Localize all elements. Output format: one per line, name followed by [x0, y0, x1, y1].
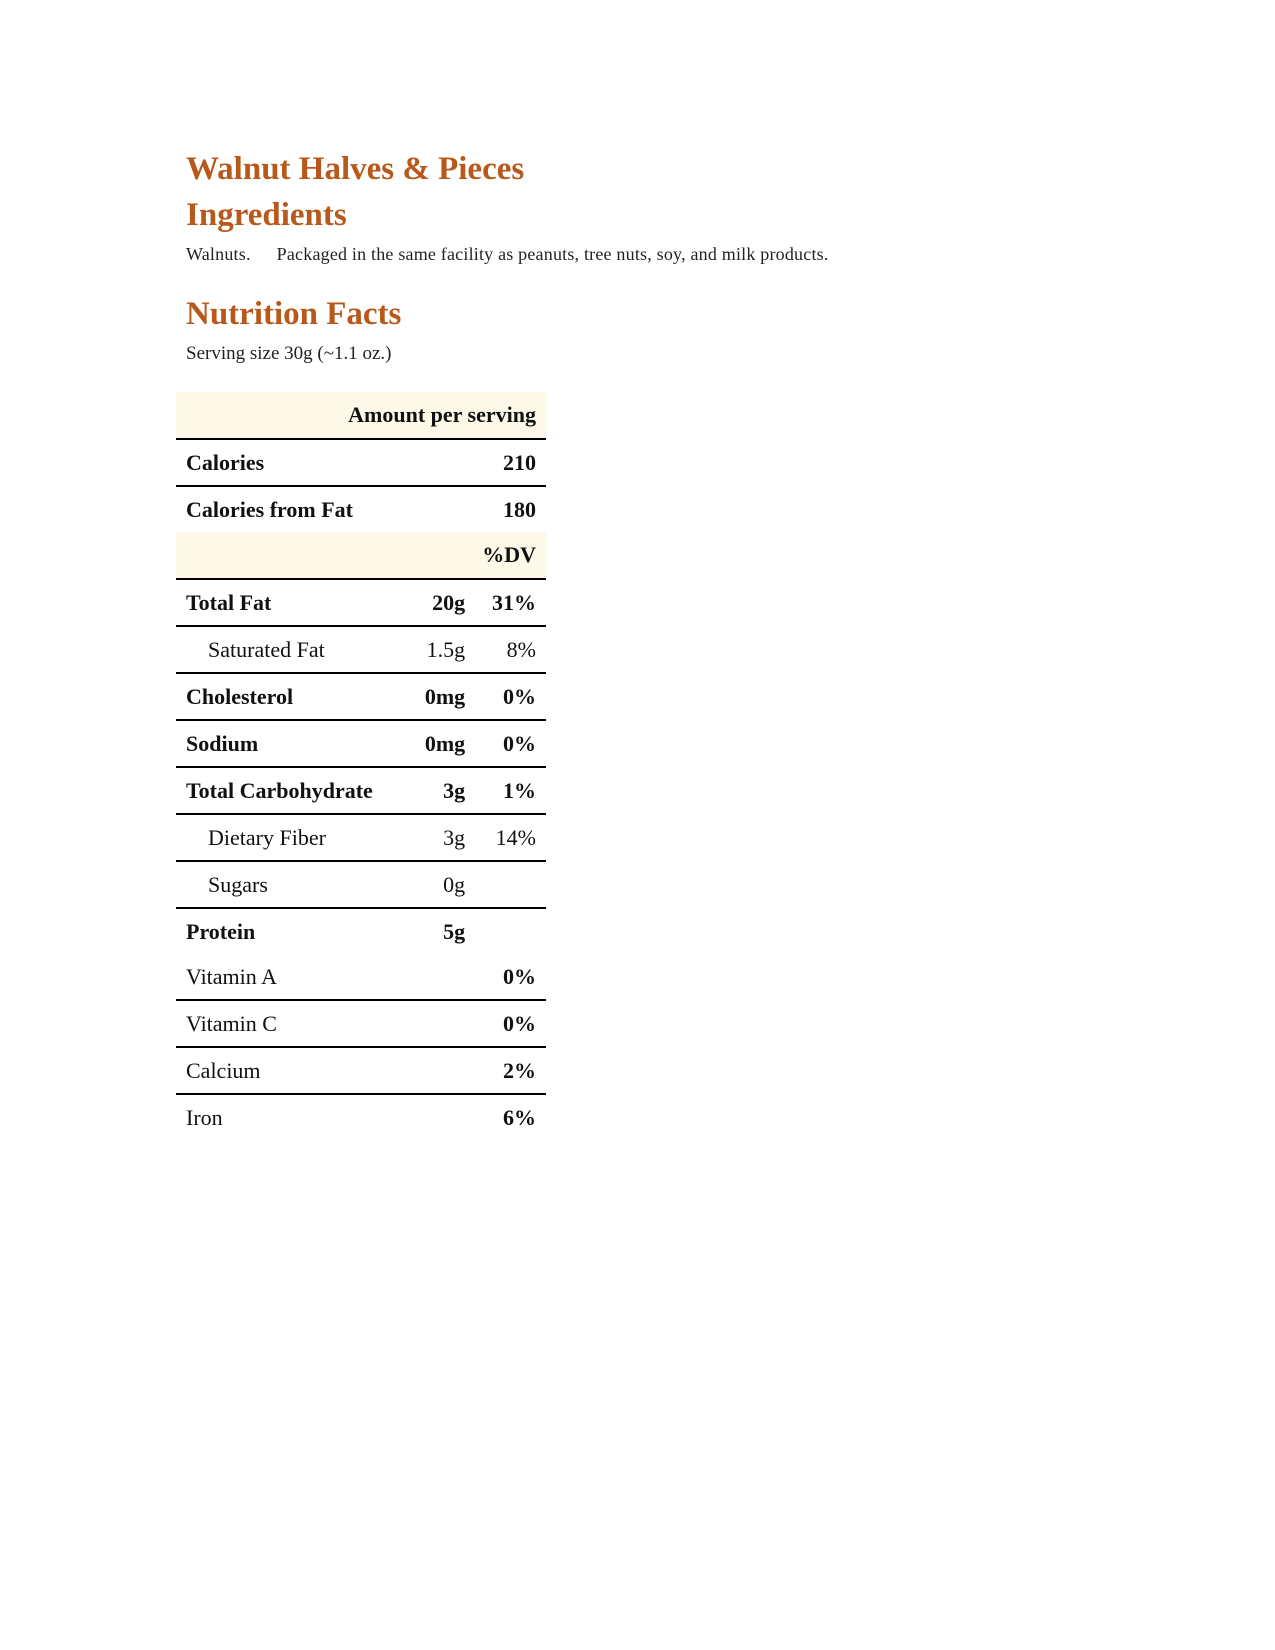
vitamin-row [176, 954, 546, 1000]
amount-per-serving-label: Amount per serving [176, 392, 546, 439]
nutrient-dv: 31% [475, 579, 546, 626]
nutrient-name: Total Carbohydrate [176, 767, 408, 814]
calories-row [176, 439, 546, 486]
document-body [186, 146, 1086, 365]
nutrient-amount: 0mg [408, 720, 475, 767]
nutrient-name: Total Fat [176, 579, 408, 626]
nutrient-row [176, 720, 546, 767]
nutrient-dv: 0% [475, 720, 546, 767]
vitamin-dv: 2% [475, 1047, 546, 1094]
calories-from-fat-row [176, 486, 546, 532]
nutrient-dv: 1% [475, 767, 546, 814]
nutrient-dv: 14% [475, 814, 546, 861]
nutrient-row [176, 579, 546, 626]
vitamin-row [176, 1000, 546, 1047]
nutrient-amount: 3g [408, 814, 475, 861]
nutrition-facts-table [176, 392, 546, 1140]
ingredients-main: Walnuts. [186, 244, 251, 264]
calories-value: 210 [475, 439, 546, 486]
vitamin-row [176, 1094, 546, 1140]
nutrient-amount: 20g [408, 579, 475, 626]
ingredients-text [186, 244, 1086, 265]
nutrient-row [176, 814, 546, 861]
nutrient-name: Dietary Fiber [176, 814, 408, 861]
nutrient-amount: 5g [408, 908, 475, 954]
dv-header [176, 532, 546, 579]
vitamin-dv: 6% [475, 1094, 546, 1140]
nutrient-row [176, 626, 546, 673]
calories-from-fat-value: 180 [475, 486, 546, 532]
nutrient-name: Sodium [176, 720, 408, 767]
vitamin-dv: 0% [475, 1000, 546, 1047]
nutrition-heading: Nutrition Facts [186, 296, 402, 332]
nutrient-row [176, 673, 546, 720]
nutrient-dv [475, 908, 546, 954]
nutrient-name: Sugars [176, 861, 408, 908]
nutrient-name: Saturated Fat [176, 626, 408, 673]
nutrient-dv: 0% [475, 673, 546, 720]
nutrient-dv: 8% [475, 626, 546, 673]
nutrient-dv [475, 861, 546, 908]
vitamin-name: Vitamin A [186, 963, 277, 989]
nutrient-row [176, 861, 546, 908]
vitamin-row [176, 1047, 546, 1094]
nutrient-name: Cholesterol [176, 673, 408, 720]
nutrient-amount: 1.5g [408, 626, 475, 673]
nutrient-row [176, 767, 546, 814]
product-title: Walnut Halves & Pieces [186, 151, 525, 187]
calories-from-fat-label: Calories from Fat [176, 486, 475, 532]
vitamin-name: Vitamin C [176, 1000, 475, 1047]
amount-per-serving-header [176, 392, 546, 439]
nutrient-row [176, 908, 546, 954]
nutrient-name: Protein [176, 908, 408, 954]
vitamin-dv: 0% [503, 963, 536, 989]
serving-size: Serving size 30g (~1.1 oz.) [186, 343, 392, 364]
calories-label: Calories [176, 439, 475, 486]
nutrient-amount: 0g [408, 861, 475, 908]
allergen-note: Packaged in the same facility as peanuts, tree nuts, soy, and milk products. [276, 244, 829, 264]
nutrient-amount: 0mg [408, 673, 475, 720]
vitamin-name: Calcium [176, 1047, 475, 1094]
vitamin-name: Iron [176, 1094, 475, 1140]
dv-header-label: %DV [176, 532, 546, 579]
nutrient-amount: 3g [408, 767, 475, 814]
ingredients-heading: Ingredients [186, 197, 347, 233]
